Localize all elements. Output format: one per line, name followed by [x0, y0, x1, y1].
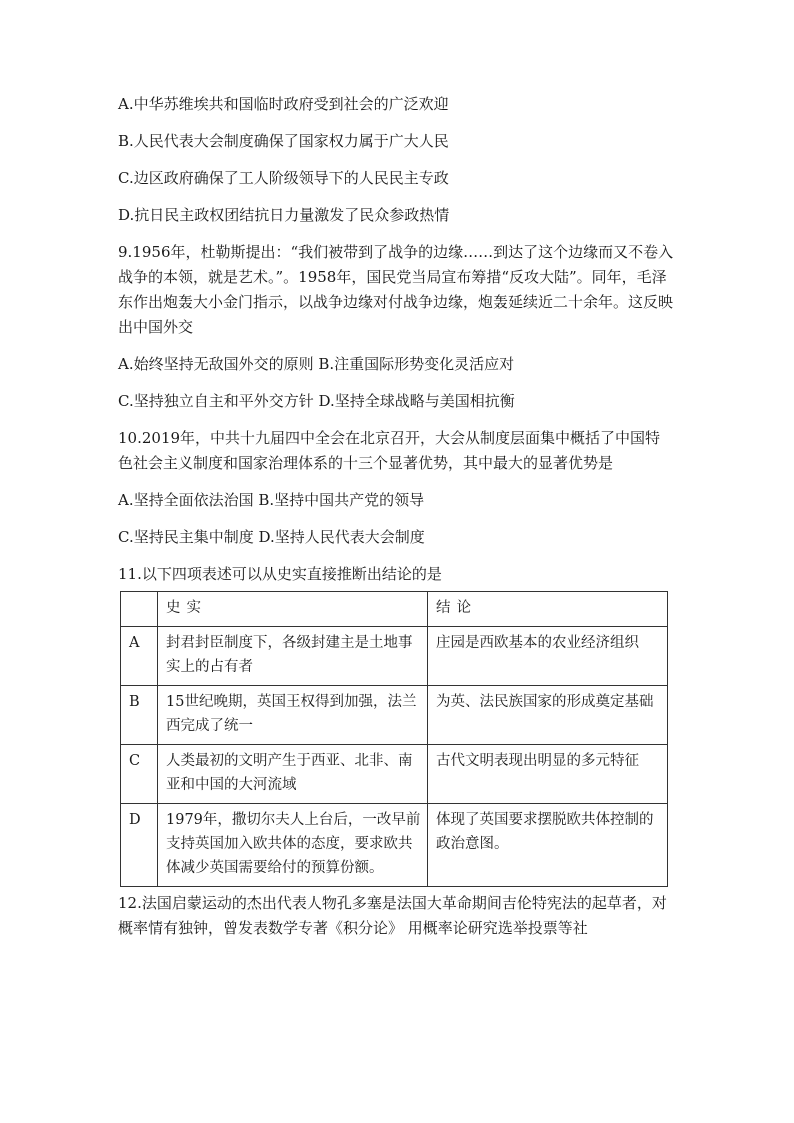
table-row [121, 745, 668, 804]
row-letter: A [121, 627, 158, 686]
row-conclusion: 古代文明表现出明显的多元特征 [428, 745, 668, 804]
table-header-letter [121, 592, 158, 627]
row-letter: D [121, 804, 158, 887]
q12-stem: 12.法国启蒙运动的杰出代表人物孔多塞是法国大革命期间吉伦特宪法的起草者，对概率情有独钟，曾发表数学专著《积分论》 用概率论研究选举投票等社 [118, 894, 667, 937]
q9-options-cd: C.坚持独立自主和平外交方针 D.坚持全球战略与美国相抗衡 [118, 392, 515, 410]
table-row [121, 686, 668, 745]
table-header-row [121, 592, 668, 627]
q10-stem: 10.2019年，中共十九届四中全会在北京召开，大会从制度层面集中概括了中国特色社会主义制度和国家治理体系的十三个显著优势，其中最大的显著优势是 [118, 429, 661, 472]
row-conclusion: 为英、法民族国家的形成奠定基础 [428, 686, 668, 745]
q8-option-c: C.边区政府确保了工人阶级领导下的人民民主专政 [118, 169, 449, 187]
q8-option-b: B.人民代表大会制度确保了国家权力属于广大人民 [118, 132, 449, 150]
row-letter: C [121, 745, 158, 804]
q11-stem: 11.以下四项表述可以从史实直接推断出结论的是 [118, 565, 442, 583]
question-11 [118, 562, 674, 887]
row-fact: 人类最初的文明产生于西亚、北非、南亚和中国的大河流域 [158, 745, 428, 804]
row-fact: 15世纪晚期，英国王权得到加强，法兰西完成了统一 [158, 686, 428, 745]
q11-table [120, 591, 668, 887]
q8-option-a: A.中华苏维埃共和国临时政府受到社会的广泛欢迎 [118, 95, 449, 113]
q9-stem: 9.1956年，杜勒斯提出：“我们被带到了战争的边缘……到达了这个边缘而又不卷入战争的本领，就是艺术。”。1958年，国民党当局宣布筹措“反攻大陆”。同年，毛泽东作出炮轰大小金门指示，以战争边缘对付战争边缘，炮轰延续近二十余年。这反映出中国外交 [118, 243, 674, 336]
q8-options [118, 92, 674, 228]
q10-options-cd: C.坚持民主集中制度 D.坚持人民代表大会制度 [118, 528, 425, 546]
question-10 [118, 426, 674, 550]
question-9 [118, 240, 674, 414]
document-page [118, 92, 674, 953]
table-header-conclusion: 结论 [428, 592, 668, 627]
q9-options-ab: A.始终坚持无敌国外交的原则 B.注重国际形势变化灵活应对 [118, 355, 515, 373]
table-row [121, 627, 668, 686]
q8-option-d: D.抗日民主政权团结抗日力量激发了民众参政热情 [118, 206, 450, 224]
table-header-fact: 史实 [158, 592, 428, 627]
q10-options-ab: A.坚持全面依法治国 B.坚持中国共产党的领导 [118, 491, 425, 509]
row-conclusion: 体现了英国要求摆脱欧共体控制的政治意图。 [428, 804, 668, 887]
row-conclusion: 庄园是西欧基本的农业经济组织 [428, 627, 668, 686]
row-fact: 封君封臣制度下，各级封建主是土地事实上的占有者 [158, 627, 428, 686]
row-fact: 1979年，撒切尔夫人上台后，一改早前支持英国加入欧共体的态度，要求欧共体减少英国需要给付的预算份额。 [158, 804, 428, 887]
row-letter: B [121, 686, 158, 745]
question-12 [118, 891, 674, 941]
table-row [121, 804, 668, 887]
